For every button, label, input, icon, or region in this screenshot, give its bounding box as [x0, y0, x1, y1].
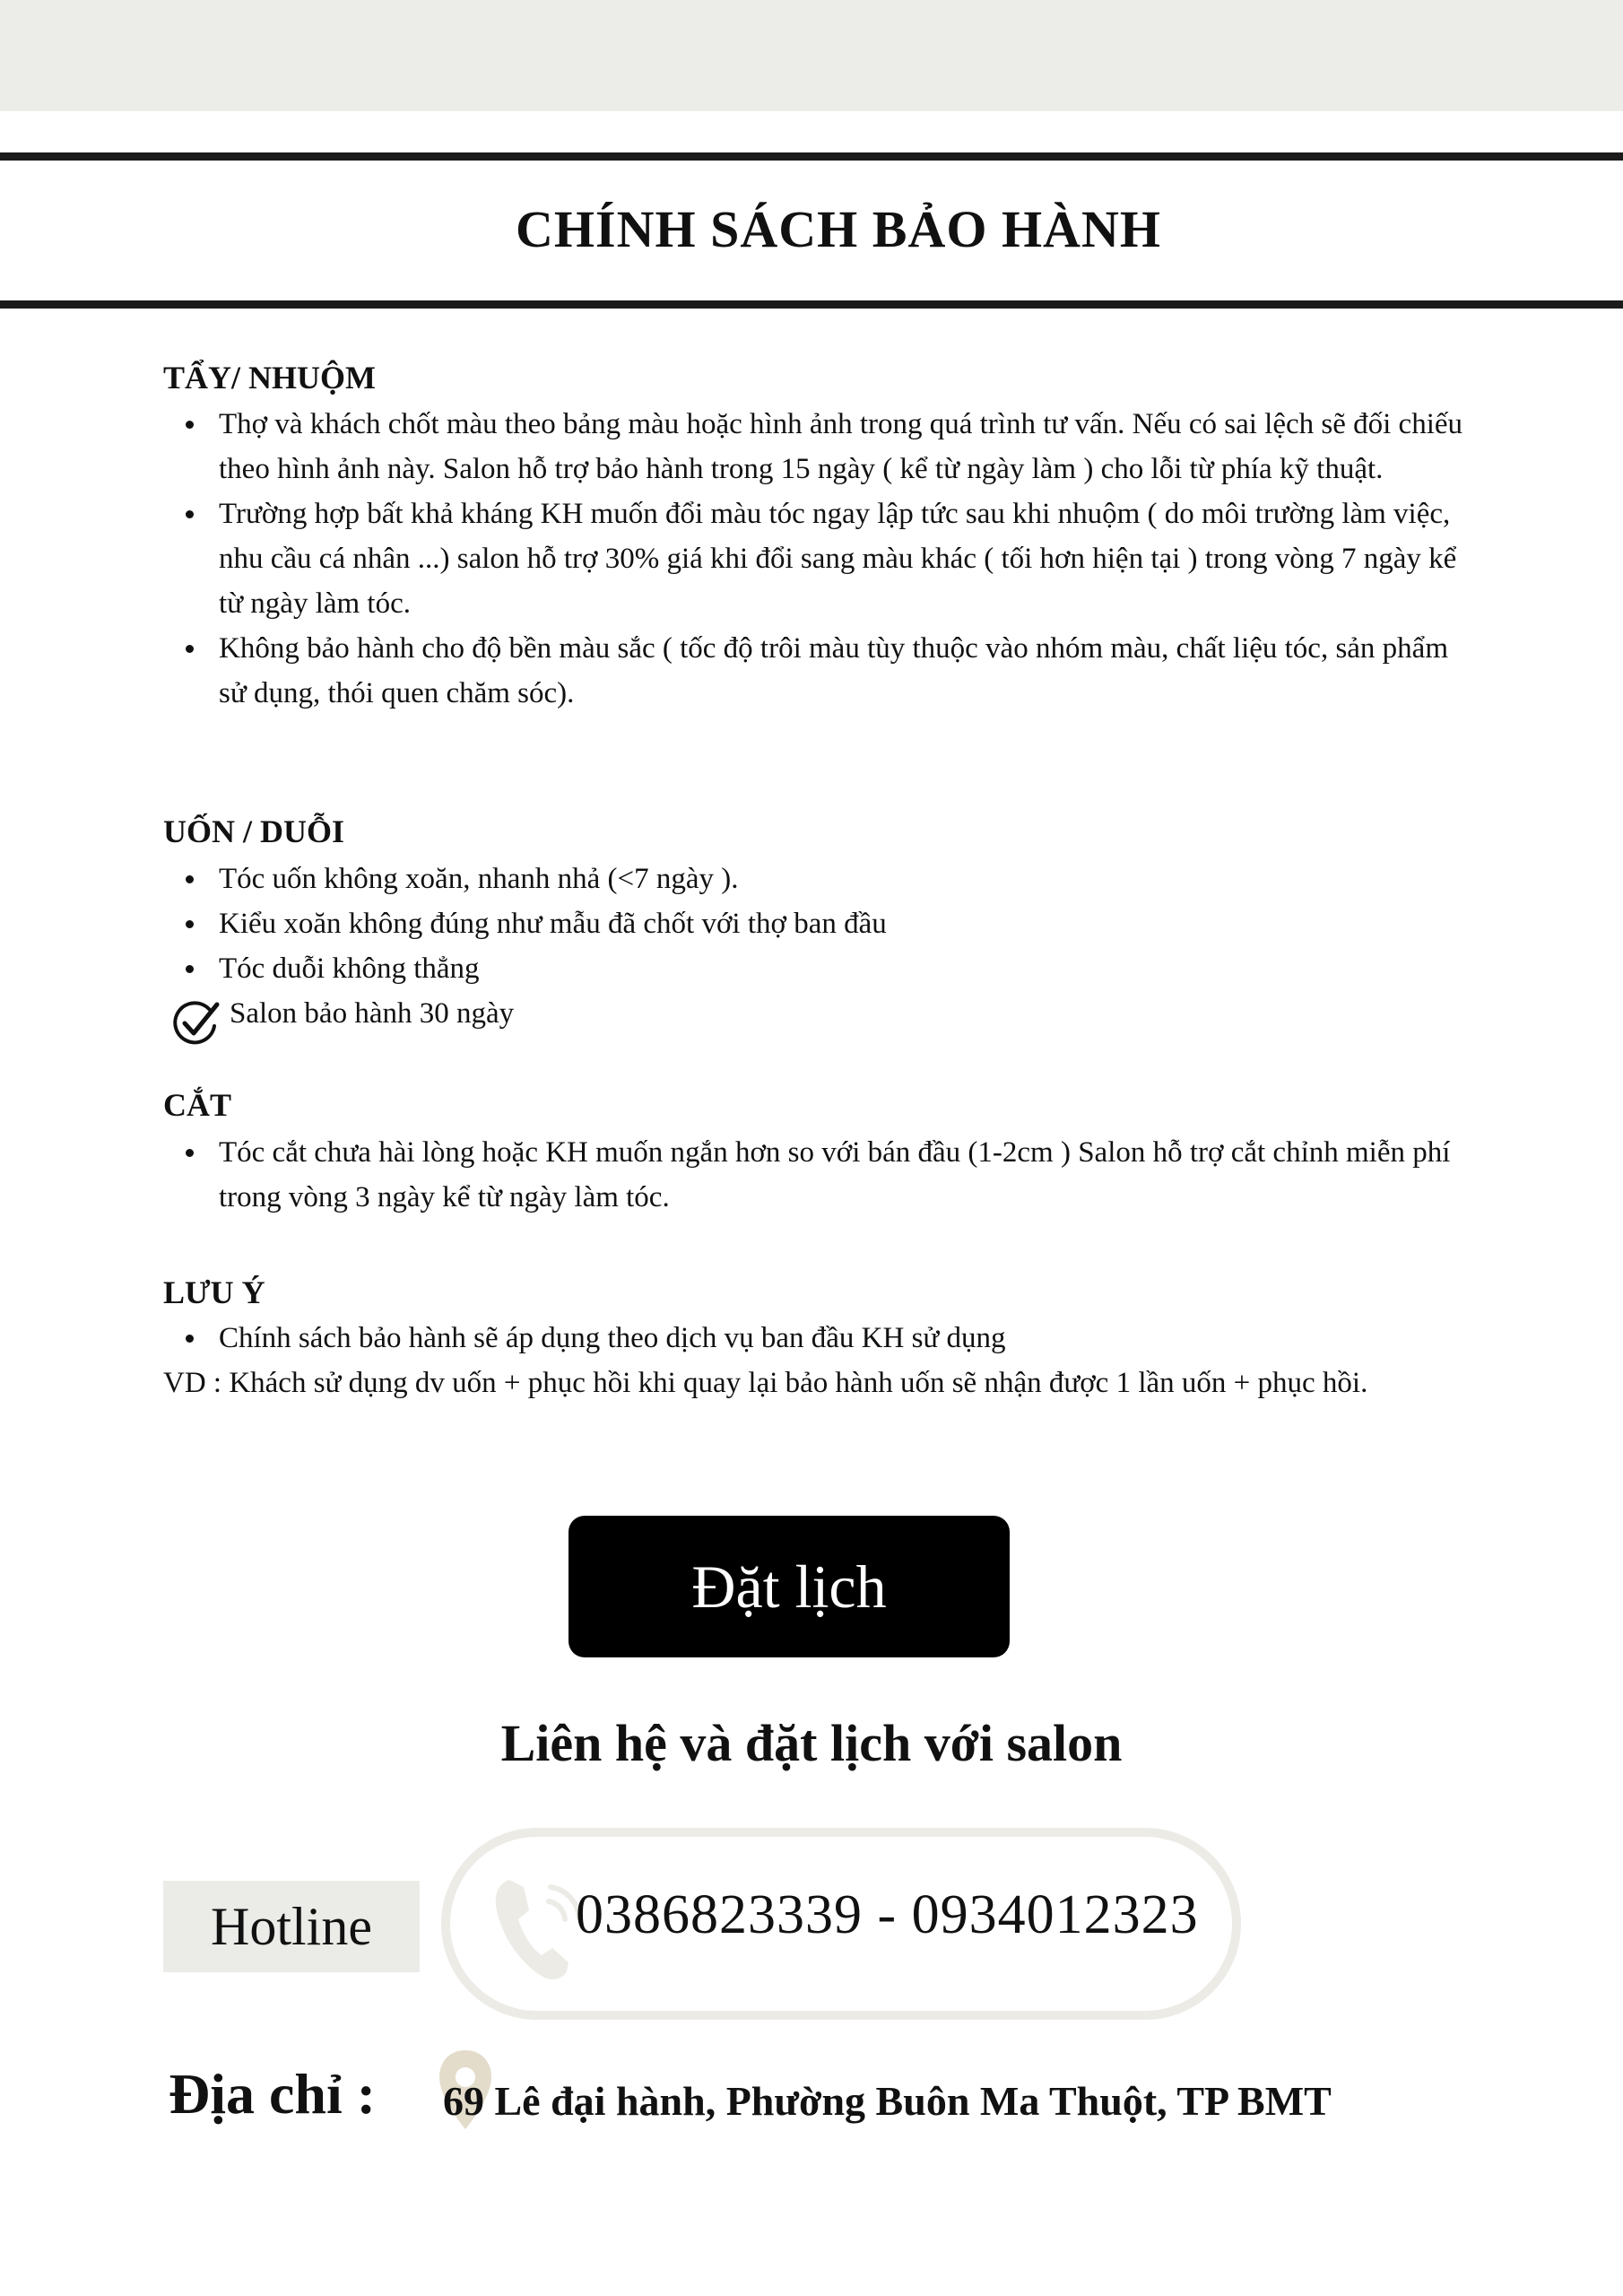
- note-list: [163, 1316, 1463, 1361]
- list-item: Tóc uốn không xoăn, nhanh nhả (<7 ngày ).: [163, 857, 1463, 901]
- section-heading-perm: UỐN / DUỖI: [163, 813, 345, 849]
- title-bottom-rule: [0, 300, 1623, 309]
- note-example: VD : Khách sử dụng dv uốn + phục hồi khi quay lại bảo hành uốn sẽ nhận được 1 lần uốn + phục hồi.: [163, 1367, 1368, 1399]
- list-item: Không bảo hành cho độ bền màu sắc ( tốc độ trôi màu tùy thuộc vào nhóm màu, chất liệu tóc, sản phẩm sử dụng, thói quen chăm sóc).: [163, 626, 1463, 716]
- address-text: 69 Lê đại hành, Phường Buôn Ma Thuột, TP BMT: [443, 2078, 1332, 2124]
- list-item: Trường hợp bất khả kháng KH muốn đổi màu tóc ngay lập tức sau khi nhuộm ( do môi trường làm việc, nhu cầu cá nhân ...) salon hỗ trợ 30% giá khi đổi sang màu khác ( tối hơn hiện tại ) trong vòng 7 ngày kể từ ngày làm tóc.: [163, 491, 1463, 626]
- list-item: Tóc duỗi không thẳng: [163, 946, 1463, 991]
- section-heading-dye: TẨY/ NHUỘM: [163, 360, 376, 396]
- cut-policy-list: [163, 1130, 1463, 1220]
- dye-policy-list: [163, 402, 1463, 716]
- list-item: Chính sách bảo hành sẽ áp dụng theo dịch vụ ban đầu KH sử dụng: [163, 1316, 1463, 1361]
- list-item: Tóc cắt chưa hài lòng hoặc KH muốn ngắn hơn so với bán đầu (1-2cm ) Salon hỗ trợ cắt chỉnh miễn phí trong vòng 3 ngày kể từ ngày làm tóc.: [163, 1130, 1463, 1220]
- page-title: CHÍNH SÁCH BẢO HÀNH: [516, 200, 1161, 258]
- list-item: Kiểu xoăn không đúng như mẫu đã chốt với thợ ban đầu: [163, 901, 1463, 946]
- phone-icon: [490, 1869, 588, 1986]
- book-appointment-button[interactable]: Đặt lịch: [568, 1516, 1010, 1657]
- contact-heading: Liên hệ và đặt lịch với salon: [500, 1714, 1123, 1772]
- address-label: Địa chỉ :: [169, 2062, 377, 2126]
- section-heading-note: LƯU Ý: [163, 1274, 265, 1310]
- section-heading-cut: CẮT: [163, 1087, 232, 1123]
- check-circle-icon: [170, 999, 221, 1049]
- list-item: Thợ và khách chốt màu theo bảng màu hoặc hình ảnh trong quá trình tư vấn. Nếu có sai lệch sẽ đối chiếu theo hình ảnh này. Salon hỗ trợ bảo hành trong 15 ngày ( kể từ ngày làm ) cho lỗi từ phía kỹ thuật.: [163, 402, 1463, 491]
- title-top-rule: [0, 152, 1623, 161]
- perm-policy-list: [163, 857, 1463, 991]
- hotline-pill[interactable]: [441, 1828, 1241, 2020]
- hotline-numbers[interactable]: 0386823339 - 0934012323: [576, 1884, 1199, 1945]
- header-band: [0, 0, 1623, 111]
- guarantee-text: Salon bảo hành 30 ngày: [230, 997, 515, 1030]
- hotline-label: Hotline: [163, 1881, 420, 1972]
